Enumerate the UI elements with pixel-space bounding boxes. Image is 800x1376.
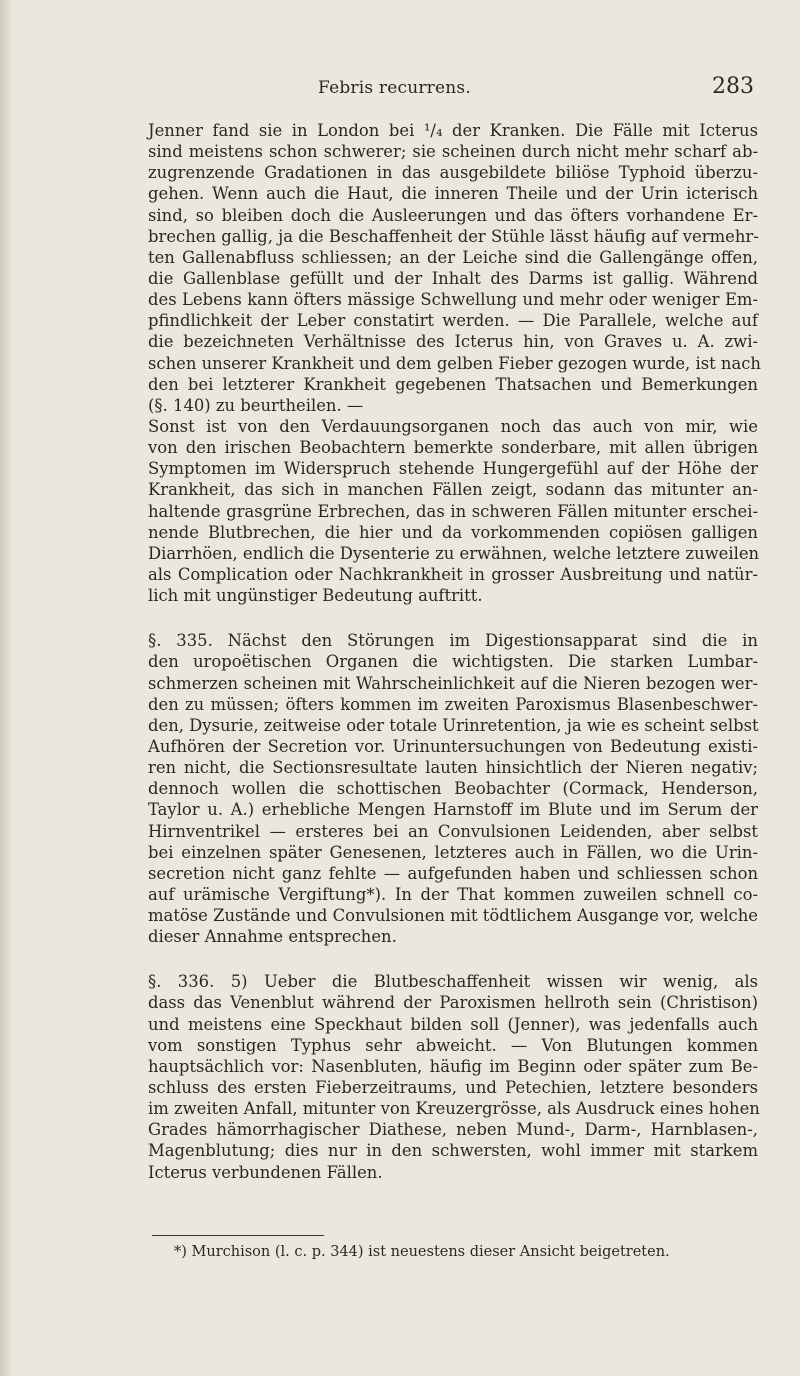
text-line: dennoch wollen die schottischen Beobachter (Cormack, Henderson, <box>148 779 758 799</box>
body-text <box>148 120 761 1183</box>
paragraph-section-335 <box>148 630 758 947</box>
section-gap <box>148 606 758 630</box>
text-line: im zweiten Anfall, mitunter von Kreuzergrösse, als Ausdruck eines hohen <box>148 1099 760 1119</box>
text-line: hauptsächlich vor: Nasenbluten, häufig im Beginn oder später zum Be- <box>148 1056 758 1076</box>
paragraph-section-336 <box>148 971 758 1182</box>
section-gap <box>148 947 758 971</box>
text-line: (§. 140) zu beurtheilen. — <box>148 395 364 415</box>
text-line: Sonst ist von den Verdauungsorganen noch das auch von mir, wie <box>148 416 758 436</box>
text-line: dieser Annahme entsprechen. <box>148 927 397 947</box>
text-line: Icterus verbundenen Fällen. <box>148 1162 383 1182</box>
text-line: gehen. Wenn auch die Haut, die inneren Theile und der Urin icterisch <box>148 184 758 204</box>
text-line: dass das Venenblut während der Paroxismen hellroth sein (Christison) <box>148 993 758 1013</box>
running-title: Febris recurrens. <box>318 78 471 98</box>
paragraph-jenner-icterus <box>148 120 761 416</box>
text-line: den, Dysurie, zeitweise oder totale Urinretention, ja wie es scheint selbst <box>148 715 759 735</box>
text-line: Grades hämorrhagischer Diathese, neben Mund-, Darm-, Harnblasen-, <box>148 1120 758 1140</box>
footnote: *) Murchison (l. c. p. 344) ist neuestens dieser Ansicht beigetreten. <box>174 1244 670 1260</box>
text-line: haltende grasgrüne Erbrechen, das in schweren Fällen mitunter erschei- <box>148 501 758 521</box>
text-line: Hirnventrikel — ersteres bei an Convulsionen Leidenden, aber selbst <box>148 821 758 841</box>
text-line: Diarrhöen, endlich die Dysenterie zu erwähnen, welche letztere zuweilen <box>148 543 760 563</box>
text-line: sind meistens schon schwerer; sie scheinen durch nicht mehr scharf ab- <box>148 142 758 162</box>
text-line: die bezeichneten Verhältnisse des Icterus hin, von Graves u. A. zwi- <box>148 332 758 352</box>
text-line: schluss des ersten Fieberzeitraums, und Petechien, letztere besonders <box>148 1078 758 1098</box>
text-line: sind, so bleiben doch die Ausleerungen und das öfters vorhandene Er- <box>148 205 758 225</box>
text-line: zugrenzende Gradationen in das ausgebildete biliöse Typhoid überzu- <box>148 163 758 183</box>
paragraph-verdauungsorgane <box>148 416 758 606</box>
text-line: den bei letzterer Krankheit gegebenen Thatsachen und Bemerkungen <box>148 374 758 394</box>
text-line: brechen gallig, ja die Beschaffenheit der Stühle lässt häufig auf vermehr- <box>148 226 759 246</box>
text-line: matöse Zustände und Convulsionen mit tödtlichem Ausgange vor, welche <box>148 906 758 926</box>
text-line: bei einzelnen später Genesenen, letzteres auch in Fällen, wo die Urin- <box>148 842 758 862</box>
text-line: ten Gallenabfluss schliessen; an der Leiche sind die Gallengänge offen, <box>148 247 758 267</box>
text-line: Jenner fand sie in London bei ¹/₄ der Kranken. Die Fälle mit Icterus <box>148 121 758 140</box>
text-line: von den irischen Beobachtern bemerkte sonderbare, mit allen übrigen <box>148 438 758 458</box>
text-line: pfindlichkeit der Leber constatirt werden. — Die Parallele, welche auf <box>148 311 758 331</box>
page-header <box>0 74 800 104</box>
text-line: §. 336. 5) Ueber die Blutbeschaffenheit wissen wir wenig, als <box>148 972 758 992</box>
text-line: ren nicht, die Sectionsresultate lauten hinsichtlich der Nieren negativ; <box>148 758 758 778</box>
text-line: secretion nicht ganz fehlte — aufgefunden haben und schliessen schon <box>148 863 758 883</box>
text-line: lich mit ungünstiger Bedeutung auftritt. <box>148 586 483 606</box>
page-edge-shadow <box>0 0 12 1376</box>
text-line: den uropoëtischen Organen die wichtigsten. Die starken Lumbar- <box>148 652 758 672</box>
page-number: 283 <box>712 74 754 99</box>
text-line: Krankheit, das sich in manchen Fällen zeigt, sodann das mitunter an- <box>148 480 758 500</box>
text-line: des Lebens kann öfters mässige Schwellung und mehr oder weniger Em- <box>148 290 758 310</box>
text-line: schmerzen scheinen mit Wahrscheinlichkeit auf die Nieren bezogen wer- <box>148 673 758 693</box>
text-line: vom sonstigen Typhus sehr abweicht. — Von Blutungen kommen <box>148 1035 758 1055</box>
text-line: schen unserer Krankheit und dem gelben Fieber gezogen wurde, ist nach <box>148 353 761 373</box>
text-line: Symptomen im Widerspruch stehende Hungergefühl auf der Höhe der <box>148 459 758 479</box>
text-line: als Complication oder Nachkrankheit in grosser Ausbreitung und natür- <box>148 564 758 584</box>
text-line: nende Blutbrechen, die hier und da vorkommenden copiösen galligen <box>148 522 758 542</box>
text-line: Taylor u. A.) erhebliche Mengen Harnstoff im Blute und im Serum der <box>148 800 758 820</box>
text-line: den zu müssen; öfters kommen im zweiten Paroxismus Blasenbeschwer- <box>148 694 758 714</box>
text-line: auf urämische Vergiftung*). In der That kommen zuweilen schnell co- <box>148 884 758 904</box>
text-line: und meistens eine Speckhaut bilden soll (Jenner), was jedenfalls auch <box>148 1014 758 1034</box>
text-line: Magenblutung; dies nur in den schwersten, wohl immer mit starkem <box>148 1141 758 1161</box>
text-line: §. 335. Nächst den Störungen im Digestionsapparat sind die in <box>148 631 758 651</box>
footnote-rule <box>152 1235 324 1236</box>
text-line: Aufhören der Secretion vor. Urinuntersuchungen von Bedeutung existi- <box>148 736 758 756</box>
text-line: die Gallenblase gefüllt und der Inhalt des Darms ist gallig. Während <box>148 268 758 288</box>
